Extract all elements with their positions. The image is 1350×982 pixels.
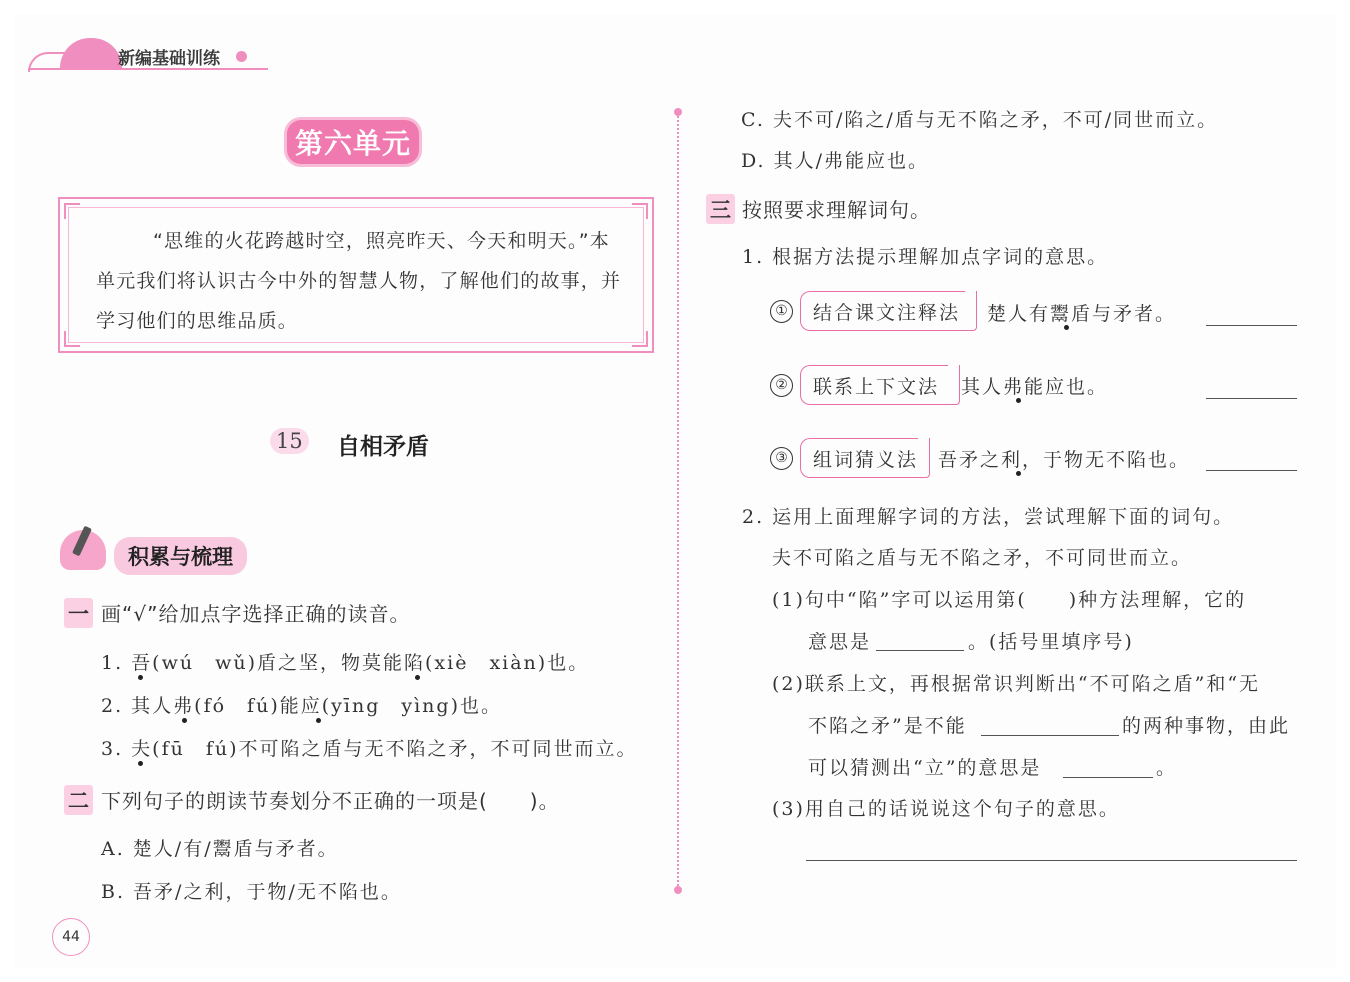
q3-prompt: 按照要求理解词句。 (742, 198, 931, 222)
corner-ornament (632, 203, 648, 219)
emphasis-dot (1064, 325, 1069, 330)
book-title: 新编基础训练 (118, 49, 220, 69)
header-dot-decoration (236, 51, 247, 62)
sentence: 其人弗能应也。 (961, 376, 1109, 398)
section-label: 积累与梳理 (114, 537, 247, 575)
q2-option-d: D. 其人/弗能应也。 (741, 150, 930, 172)
workbook-page (14, 14, 1336, 968)
lesson-title: 自相矛盾 (337, 434, 429, 460)
intro-box (58, 197, 654, 353)
q1-item-2: 2. 其人弗(fó fú)能应(yīng yìng)也。 (101, 695, 502, 717)
answer-blank[interactable] (1206, 325, 1297, 326)
q3-sub2-q1-note: 。(括号里填序号) (968, 631, 1134, 653)
corner-ornament (64, 331, 80, 347)
emphasis-dot (1016, 471, 1021, 476)
intro-text: “思维的火花跨越时空，照亮昨天、今天和明天。”本单元我们将认识古今中外的智慧人物，了解他们的故事，并学习他们的思维品质。 (96, 230, 622, 332)
q3-sub2-q2-end: 。 (1156, 757, 1178, 779)
emphasis-dot (1016, 398, 1021, 403)
answer-blank[interactable] (1063, 777, 1153, 778)
corner-ornament (632, 331, 648, 347)
item-number: ① (770, 300, 793, 323)
q1-item-1: 1. 吾(wú wǔ)盾之坚，物莫能陷(xiè xiàn)也。 (101, 652, 590, 674)
sentence: 楚人有鬻盾与矛者。 (987, 303, 1177, 325)
method-box: 联系上下文法 (800, 365, 948, 405)
answer-blank[interactable] (1206, 398, 1297, 399)
q3-sub2-q2-line3: 可以猜测出“立”的意思是 (808, 757, 1042, 779)
q2-option-c: C. 夫不可/陷之/盾与无不陷之矛，不可/同世而立。 (741, 109, 1219, 131)
method-box: 结合课文注释法 (800, 291, 965, 331)
answer-line[interactable] (806, 860, 1297, 861)
item-number: ② (770, 374, 793, 397)
q3-sub2-q2-label: 不陷之矛”是不能 (808, 715, 967, 737)
method-box: 组词猜义法 (800, 438, 918, 478)
emphasis-dot (415, 675, 420, 680)
question-marker-1: 一 (64, 598, 93, 628)
q3-sub2-prompt: 2. 运用上面理解字词的方法，尝试理解下面的词句。 (742, 506, 1235, 528)
q2-prompt: 下列句子的朗读节奏划分不正确的一项是( )。 (101, 789, 560, 813)
q1-prompt: 画“√”给加点字选择正确的读音。 (101, 602, 411, 626)
question-marker-2: 二 (64, 785, 93, 815)
q3-sub2-q3-prompt: (3)用自己的话说说这个句子的意思。 (772, 798, 1120, 820)
emphasis-dot (182, 718, 187, 723)
q3-sub2-q1-line1: (1)句中“陷”字可以运用第( )种方法理解，它的 (772, 589, 1247, 611)
page-number: 44 (52, 918, 90, 956)
answer-blank[interactable] (981, 735, 1119, 736)
q2-option-a: A. 楚人/有/鬻盾与矛者。 (101, 838, 339, 860)
sentence: 吾矛之利，于物无不陷也。 (938, 449, 1191, 471)
emphasis-dot (138, 675, 143, 680)
q2-option-b: B. 吾矛/之利，于物/无不陷也。 (101, 881, 402, 903)
column-divider (677, 112, 679, 890)
divider-dot (674, 108, 682, 116)
q3-sub2-sentence: 夫不可陷之盾与无不陷之矛，不可同世而立。 (772, 547, 1193, 569)
question-marker-3: 三 (706, 194, 735, 224)
q3-sub1-prompt: 1. 根据方法提示理解加点字词的意思。 (742, 246, 1109, 268)
q3-sub2-q1-label: 意思是 (808, 631, 872, 653)
corner-ornament (64, 203, 80, 219)
emphasis-dot (316, 718, 321, 723)
item-number: ③ (770, 447, 793, 470)
divider-dot (674, 886, 682, 894)
lesson-number: 15 (270, 428, 309, 454)
answer-blank[interactable] (876, 650, 964, 651)
q3-sub2-q2-tail: 的两种事物，由此 (1122, 715, 1291, 737)
unit-title: 第六单元 (287, 120, 419, 164)
q3-sub2-q2-line1: (2)联系上文，再根据常识判断出“不可陷之盾”和“无 (772, 673, 1261, 695)
answer-blank[interactable] (1206, 470, 1297, 471)
q1-item-3: 3. 夫(fū fú)不可陷之盾与无不陷之矛，不可同世而立。 (101, 738, 638, 760)
emphasis-dot (138, 761, 143, 766)
